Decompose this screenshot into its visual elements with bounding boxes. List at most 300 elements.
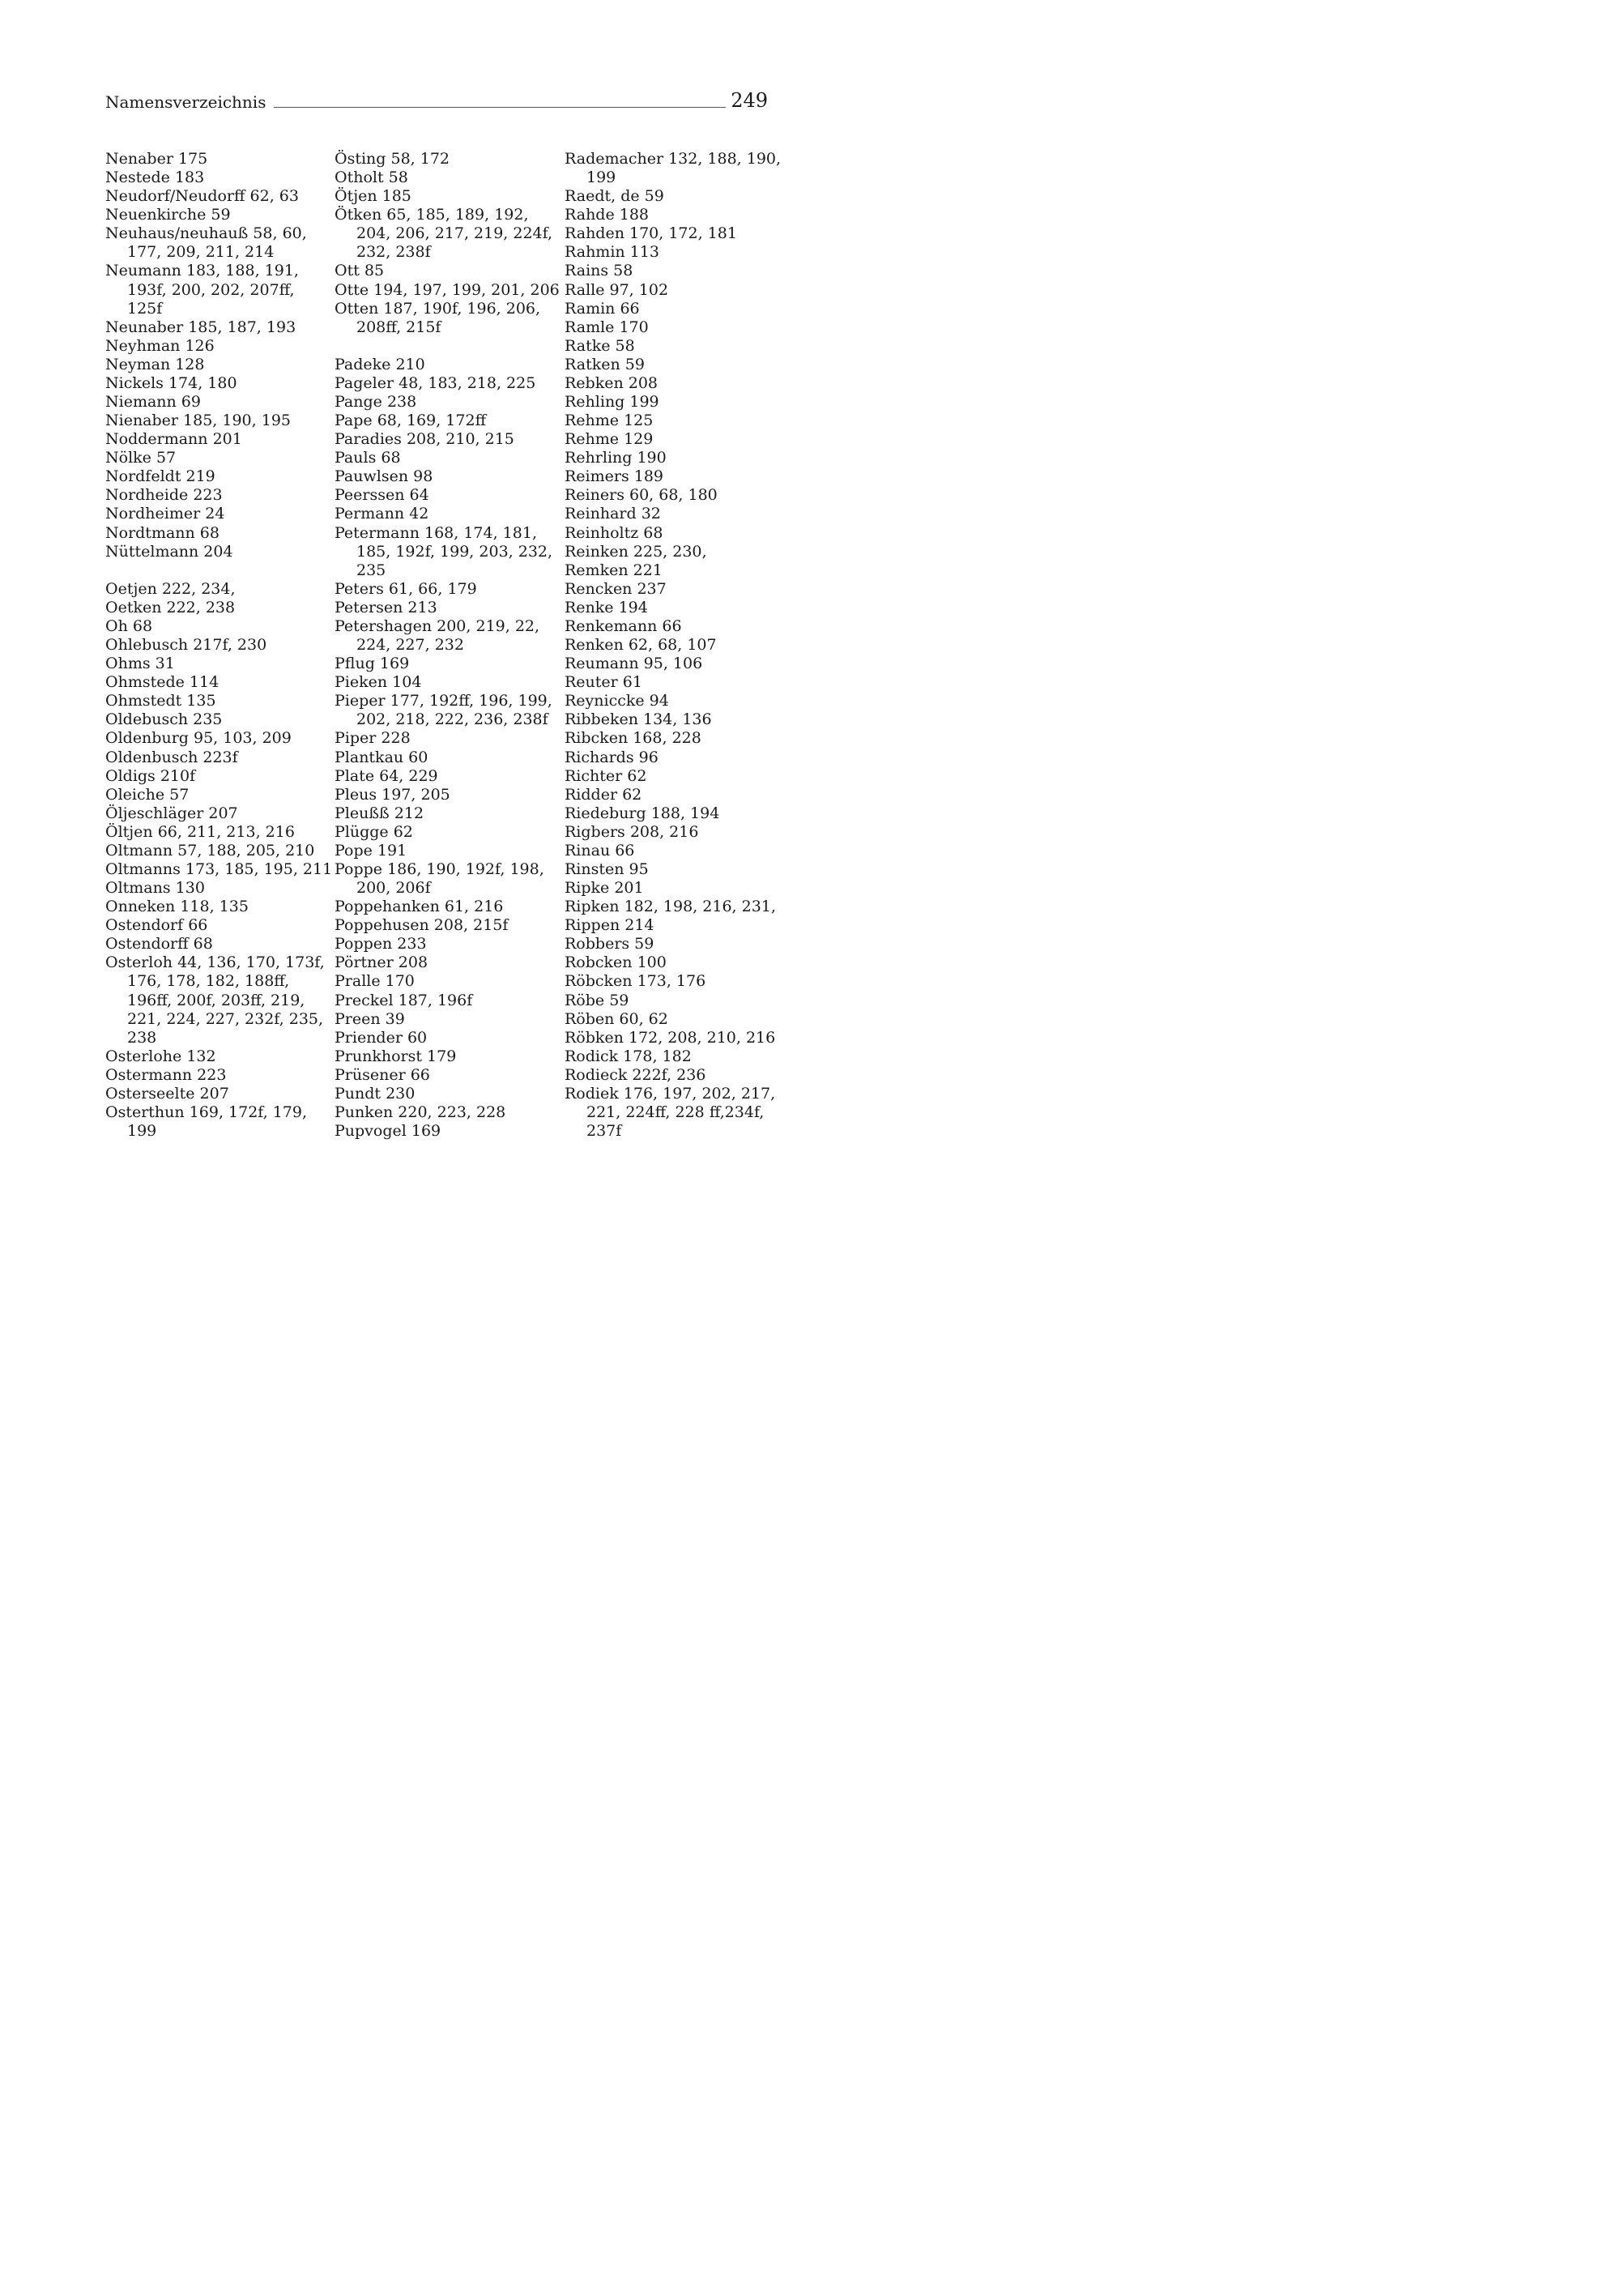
index-column-2	[335, 150, 561, 1141]
index-entry-text: Neuhaus/neuhauß 58, 60,	[105, 224, 307, 243]
index-entry-text: Nickels 174, 180	[105, 373, 237, 392]
index-entry	[105, 337, 324, 356]
index-entry	[335, 1122, 561, 1141]
index-entry-text: Petermann 168, 174, 181,	[335, 523, 537, 542]
index-entry	[105, 617, 324, 636]
index-entry	[335, 842, 561, 860]
index-entry-text: Riedeburg 188, 194	[565, 804, 720, 822]
index-entry	[565, 393, 787, 412]
index-entry	[105, 543, 324, 561]
header-rule	[274, 107, 726, 108]
index-entry	[335, 262, 561, 280]
index-entry-text: Reinken 225, 230,	[565, 542, 707, 561]
index-entry	[565, 467, 787, 486]
index-entry	[565, 356, 787, 374]
index-entry-text: Nienaber 185, 190, 195	[105, 412, 291, 430]
index-entry	[105, 1085, 324, 1103]
index-entry-text: Oh 68	[105, 616, 153, 635]
index-entry	[105, 898, 324, 916]
index-entry	[565, 449, 787, 467]
index-entry	[565, 992, 787, 1010]
index-entry	[105, 823, 324, 842]
index-entry-text: Ostendorf 66	[105, 916, 208, 935]
index-entry-text: Pieper 177, 192ff, 196, 199,	[335, 692, 552, 710]
index-entry-text: Oltmanns 173, 185, 195, 211	[105, 860, 333, 878]
index-entry-text: Poppe 186, 190, 192f, 198,	[335, 860, 544, 878]
index-entry-text: Peerssen 64	[335, 486, 429, 505]
index-entry	[565, 879, 787, 898]
index-entry	[105, 206, 324, 224]
index-entry	[565, 953, 787, 972]
index-entry	[565, 543, 787, 561]
index-entry	[105, 486, 324, 505]
index-entry-text: Nordtmann 68	[105, 523, 220, 542]
index-entry-text: Neudorf/Neudorff 62, 63	[105, 187, 299, 206]
index-entry-text: Röbcken 173, 176	[565, 972, 706, 991]
index-entry-text: Oldenburg 95, 103, 209	[105, 729, 292, 748]
index-entry	[335, 673, 561, 692]
index-entry	[335, 617, 561, 655]
index-entry-text: Nestede 183	[105, 168, 205, 187]
index-entry	[105, 580, 324, 599]
index-entry	[105, 1047, 324, 1066]
index-entry	[565, 655, 787, 673]
index-entry	[105, 673, 324, 692]
index-entry-continuation: 235	[356, 561, 386, 579]
index-entry	[105, 1066, 324, 1085]
index-entry-text: Ripke 201	[565, 879, 644, 898]
index-entry	[335, 505, 561, 523]
index-entry-text: Röbken 172, 208, 210, 216	[565, 1028, 776, 1047]
index-entry-text: Rehme 129	[565, 430, 654, 449]
index-entry-text: Plügge 62	[335, 822, 413, 841]
index-entry	[105, 224, 324, 262]
index-entry	[565, 300, 787, 318]
index-entry-text: Renke 194	[565, 598, 648, 616]
page-number: 249	[731, 89, 768, 112]
index-entry-text: Oltmans 130	[105, 879, 205, 898]
index-entry	[105, 262, 324, 318]
index-entry-text: Ostermann 223	[105, 1065, 227, 1084]
index-entry-text: Ohmstedt 135	[105, 692, 216, 710]
index-entry	[105, 356, 324, 374]
index-entry-text: Reimers 189	[565, 467, 664, 486]
index-entry	[565, 636, 787, 655]
index-entry	[335, 953, 561, 972]
index-entry	[565, 898, 787, 916]
index-entry	[335, 992, 561, 1010]
index-entry	[565, 617, 787, 636]
index-entry-text: Reumann 95, 106	[565, 655, 703, 673]
index-entry	[335, 804, 561, 823]
index-entry	[105, 804, 324, 823]
index-entry	[565, 1010, 787, 1029]
index-entry-text: Richter 62	[565, 766, 647, 785]
index-entry-text: Pieken 104	[335, 673, 422, 692]
index-entry-text: Peters 61, 66, 179	[335, 579, 477, 598]
index-entry	[105, 879, 324, 898]
index-entry	[565, 262, 787, 280]
index-entry	[565, 823, 787, 842]
index-entry-text: Osterthun 169, 172f, 179,	[105, 1103, 308, 1121]
index-entry	[565, 710, 787, 729]
index-entry	[105, 842, 324, 860]
index-entry	[105, 860, 333, 879]
index-entry-text: Röbe 59	[565, 991, 629, 1009]
index-entry-text: Reiners 60, 68, 180	[565, 486, 718, 505]
index-entry-text: Pörtner 208	[335, 953, 428, 972]
index-entry	[565, 187, 787, 206]
index-entry-text: Reinhard 32	[565, 505, 661, 523]
index-page	[0, 0, 891, 1260]
index-entry-text: Ramin 66	[565, 299, 640, 318]
index-entry-text: Ötken 65, 185, 189, 192,	[335, 206, 529, 224]
index-entry-text: Prüsener 66	[335, 1065, 430, 1084]
index-entry-text: Petershagen 200, 219, 22,	[335, 616, 540, 635]
index-entry	[565, 804, 787, 823]
index-entry-text: Robcken 100	[565, 953, 667, 972]
index-entry-text: Prunkhorst 179	[335, 1047, 457, 1065]
index-entry-text: Poppehusen 208, 215f	[335, 916, 509, 935]
index-entry-text: Pange 238	[335, 393, 417, 412]
index-entry-text: Nüttelmann 204	[105, 542, 233, 561]
index-entry	[105, 599, 324, 617]
index-entry-text: Röben 60, 62	[565, 1009, 668, 1028]
index-entry	[565, 935, 787, 953]
index-entry	[105, 636, 324, 655]
index-entry-text: Niemann 69	[105, 393, 201, 412]
index-entry	[335, 935, 561, 953]
index-entry	[565, 729, 787, 748]
index-entry	[565, 786, 787, 804]
index-entry-text: Rodiek 176, 197, 202, 217,	[565, 1084, 776, 1103]
index-entry-text: Raedt, de 59	[565, 187, 664, 206]
index-entry-text: Reyniccke 94	[565, 692, 669, 710]
index-entry	[565, 599, 787, 617]
index-entry-text: Nordheide 223	[105, 486, 223, 505]
index-entry-text: Ratke 58	[565, 336, 635, 355]
index-entry	[335, 786, 561, 804]
index-entry	[565, 430, 787, 449]
index-entry	[335, 1085, 561, 1103]
index-entry-text: Rahden 170, 172, 181	[565, 224, 737, 243]
index-entry-text: Ratken 59	[565, 355, 645, 373]
index-entry	[335, 692, 561, 729]
index-entry-text: Ohms 31	[105, 655, 175, 673]
index-entry	[565, 1047, 787, 1066]
index-entry-text: Pauwlsen 98	[335, 467, 433, 486]
index-entry-text: Remken 221	[565, 561, 663, 579]
index-entry	[105, 729, 324, 748]
index-entry-continuation: 237f	[586, 1122, 622, 1141]
index-entry	[335, 412, 561, 430]
index-entry	[565, 749, 787, 767]
index-entry-continuation: 238	[127, 1028, 157, 1047]
index-entry	[565, 206, 787, 224]
index-entry-text: Pupvogel 169	[335, 1122, 441, 1141]
index-entry-text: Rodieck 222f, 236	[565, 1065, 706, 1084]
index-entry	[105, 412, 324, 430]
index-entry-text: Rahmin 113	[565, 243, 659, 262]
index-entry-continuation: 224, 227, 232	[356, 636, 464, 655]
index-entry-text: Rains 58	[565, 262, 633, 280]
index-entry	[335, 449, 561, 467]
index-entry-text: Ribbeken 134, 136	[565, 710, 712, 729]
index-entry-text: Öltjen 66, 211, 213, 216	[105, 822, 295, 841]
index-entry-continuation: 177, 209, 211, 214	[127, 243, 275, 262]
index-entry	[565, 767, 787, 786]
index-entry	[105, 393, 324, 412]
index-entry-continuation: 196ff, 200f, 203ff, 219,	[127, 991, 305, 1009]
index-entry	[565, 916, 787, 935]
index-entry	[565, 505, 787, 523]
index-entry-text: Neyman 128	[105, 355, 205, 373]
index-entry	[335, 860, 561, 898]
index-entry-text: Rigbers 208, 216	[565, 822, 699, 841]
index-entry	[565, 1085, 787, 1141]
index-entry-text: Rehrling 190	[565, 449, 667, 467]
index-entry-text: Poppen 233	[335, 935, 427, 953]
index-entry-text: Ohlebusch 217f, 230	[105, 636, 267, 655]
index-entry-text: Ralle 97, 102	[565, 280, 669, 299]
index-entry-continuation: 221, 224ff, 228 ff,234f,	[586, 1103, 765, 1121]
index-entry-text: Pageler 48, 183, 218, 225	[335, 373, 536, 392]
index-entry	[565, 374, 787, 393]
index-entry-continuation: 208ff, 215f	[356, 318, 441, 336]
index-entry	[105, 655, 324, 673]
index-entry	[335, 524, 561, 580]
index-entry-text: Otte 194, 197, 199, 201, 206	[335, 280, 560, 299]
index-column-1	[105, 150, 333, 1141]
index-entry	[565, 673, 787, 692]
index-entry	[105, 187, 324, 206]
index-entry-text: Permann 42	[335, 505, 429, 523]
index-entry	[335, 767, 561, 786]
index-entry-text: Nölke 57	[105, 449, 177, 467]
index-entry	[105, 524, 324, 543]
index-entry	[335, 1029, 561, 1047]
index-entry-continuation: 232, 238f	[356, 243, 431, 262]
index-entry	[335, 374, 561, 393]
index-entry-text: Plate 64, 229	[335, 766, 438, 785]
index-entry-text: Rehme 125	[565, 412, 654, 430]
index-entry	[105, 749, 324, 767]
index-entry	[105, 374, 324, 393]
index-entry-text: Petersen 213	[335, 598, 437, 616]
index-entry-text: Priender 60	[335, 1028, 428, 1047]
index-entry-text: Punken 220, 223, 228	[335, 1103, 506, 1121]
index-entry	[565, 580, 787, 599]
index-entry-text: Nenaber 175	[105, 150, 208, 168]
index-entry-text: Piper 228	[335, 729, 411, 748]
index-entry-text: Reuter 61	[565, 673, 642, 692]
index-entry-text: Pflug 169	[335, 655, 410, 673]
index-entry-text: Paradies 208, 210, 215	[335, 430, 514, 449]
index-entry	[565, 692, 787, 710]
index-entry-text: Oetjen 222, 234,	[105, 579, 236, 598]
index-entry-text: Ripken 182, 198, 216, 231,	[565, 898, 776, 916]
index-entry-text: Renken 62, 68, 107	[565, 636, 717, 655]
index-entry-text: Osterloh 44, 136, 170, 173f,	[105, 953, 325, 972]
index-entry	[335, 1103, 561, 1122]
index-entry	[335, 467, 561, 486]
index-entry	[335, 206, 561, 262]
index-entry	[335, 1010, 561, 1029]
index-entry	[565, 224, 787, 243]
index-entry	[565, 150, 787, 187]
index-entry	[565, 860, 787, 879]
index-entry	[565, 318, 787, 337]
index-entry	[565, 486, 787, 505]
index-entry-text: Preen 39	[335, 1009, 405, 1028]
index-entry-continuation: 199	[127, 1122, 157, 1141]
index-entry-text: Oetken 222, 238	[105, 598, 236, 616]
index-entry-continuation: 193f, 200, 202, 207ff,	[127, 280, 295, 299]
index-entry	[335, 486, 561, 505]
index-entry-text: Oldenbusch 223f	[105, 748, 238, 766]
index-entry	[565, 561, 787, 580]
index-entry	[335, 300, 561, 337]
index-entry-continuation: 176, 178, 182, 188ff,	[127, 972, 290, 991]
index-entry-text: Padeke 210	[335, 355, 425, 373]
index-entry-text: Neumann 183, 188, 191,	[105, 262, 299, 280]
index-entry	[335, 1066, 561, 1085]
index-entry	[565, 243, 787, 262]
index-entry-text: Robbers 59	[565, 935, 654, 953]
index-entry	[105, 710, 324, 729]
index-entry	[565, 842, 787, 860]
index-entry-text: Renkemann 66	[565, 616, 682, 635]
index-entry-continuation: 185, 192f, 199, 203, 232,	[356, 542, 553, 561]
index-entry	[105, 935, 324, 953]
index-entry	[105, 168, 324, 187]
index-entry-text: Pundt 230	[335, 1084, 416, 1103]
index-entry	[335, 749, 561, 767]
index-entry	[105, 692, 324, 710]
index-entry	[105, 916, 324, 935]
running-header	[105, 81, 768, 110]
index-entry-text: Pauls 68	[335, 449, 401, 467]
index-entry-text: Poppehanken 61, 216	[335, 898, 504, 916]
index-entry	[565, 1029, 787, 1047]
index-entry	[105, 449, 324, 467]
index-entry-text: Rinsten 95	[565, 860, 649, 878]
index-entry	[565, 1066, 787, 1085]
index-entry	[335, 823, 561, 842]
index-entry	[335, 729, 561, 748]
index-entry-text: Pope 191	[335, 841, 407, 860]
index-entry-text: Ötjen 185	[335, 187, 411, 206]
index-entry	[105, 150, 324, 168]
index-entry	[105, 953, 324, 1047]
index-entry	[335, 393, 561, 412]
page-title: Namensverzeichnis	[105, 92, 266, 112]
index-entry-text: Plantkau 60	[335, 748, 428, 766]
index-entry-text: Neyhman 126	[105, 336, 215, 355]
index-entry-text: Ridder 62	[565, 785, 642, 804]
index-entry-text: Rinau 66	[565, 841, 635, 860]
index-entry-text: Oleiche 57	[105, 785, 190, 804]
index-entry-text: Oldebusch 235	[105, 710, 223, 729]
index-entry-text: Rebken 208	[565, 373, 659, 392]
index-entry	[105, 767, 324, 786]
index-entry	[565, 281, 787, 300]
index-entry-text: Ott 85	[335, 262, 385, 280]
index-entry	[335, 898, 561, 916]
index-entry-continuation: 204, 206, 217, 219, 224f,	[356, 224, 553, 243]
index-entry-text: Oltmann 57, 188, 205, 210	[105, 841, 315, 860]
index-entry-text: Richards 96	[565, 748, 659, 766]
index-entry-text: Rahde 188	[565, 206, 650, 224]
index-entry-text: Nordfeldt 219	[105, 467, 215, 486]
index-entry-text: Oldigs 210f	[105, 766, 196, 785]
index-entry	[565, 524, 787, 543]
index-entry	[335, 580, 561, 599]
index-entry	[105, 318, 324, 337]
index-entry-text: Rehling 199	[565, 393, 659, 412]
index-entry-text: Neunaber 185, 187, 193	[105, 318, 296, 336]
index-entry	[335, 187, 561, 206]
index-entry	[335, 356, 561, 374]
index-entry-text: Rippen 214	[565, 916, 654, 935]
index-entry	[335, 150, 561, 168]
index-entry-text: Preckel 187, 196f	[335, 991, 473, 1009]
index-entry	[335, 972, 561, 991]
index-entry-text: Öljeschläger 207	[105, 804, 238, 822]
index-entry-continuation: 125f	[127, 299, 163, 318]
index-entry-text: Pleus 197, 205	[335, 785, 450, 804]
index-entry	[335, 599, 561, 617]
index-entry-continuation: 199	[586, 168, 616, 187]
index-entry	[335, 168, 561, 187]
index-entry	[105, 1103, 324, 1141]
index-entry-continuation: 202, 218, 222, 236, 238f	[356, 710, 548, 729]
index-entry-text: Ostendorff 68	[105, 935, 213, 953]
index-entry-text: Otholt 58	[335, 168, 408, 187]
index-entry	[565, 412, 787, 430]
index-entry-text: Östing 58, 172	[335, 150, 450, 168]
index-entry-text: Neuenkirche 59	[105, 206, 231, 224]
index-entry	[105, 430, 324, 449]
index-entry-text: Reinholtz 68	[565, 523, 663, 542]
index-entry-text: Onneken 118, 135	[105, 898, 249, 916]
index-entry	[335, 1047, 561, 1066]
index-entry-continuation: 221, 224, 227, 232f, 235,	[127, 1009, 324, 1028]
index-entry	[105, 505, 324, 523]
index-entry-text: Otten 187, 190f, 196, 206,	[335, 299, 541, 318]
index-entry	[335, 430, 561, 449]
index-entry-continuation: 200, 206f	[356, 879, 431, 898]
index-entry-text: Ribcken 168, 228	[565, 729, 701, 748]
index-entry	[335, 281, 561, 300]
index-entry	[335, 916, 561, 935]
index-entry-text: Nordheimer 24	[105, 505, 225, 523]
index-entry-text: Rademacher 132, 188, 190,	[565, 150, 782, 168]
index-entry	[105, 786, 324, 804]
index-entry	[335, 655, 561, 673]
index-entry-text: Rodick 178, 182	[565, 1047, 692, 1065]
index-entry-text: Ohmstede 114	[105, 673, 220, 692]
index-entry-text: Ramle 170	[565, 318, 649, 336]
index-entry	[565, 972, 787, 991]
index-entry	[565, 337, 787, 356]
index-column-3	[565, 150, 787, 1141]
index-entry-text: Pleußß 212	[335, 804, 424, 822]
index-entry-text: Pralle 170	[335, 972, 415, 991]
index-entry-text: Osterlohe 132	[105, 1047, 216, 1065]
index-entry-text: Pape 68, 169, 172ff	[335, 412, 487, 430]
index-entry-text: Osterseelte 207	[105, 1084, 229, 1103]
